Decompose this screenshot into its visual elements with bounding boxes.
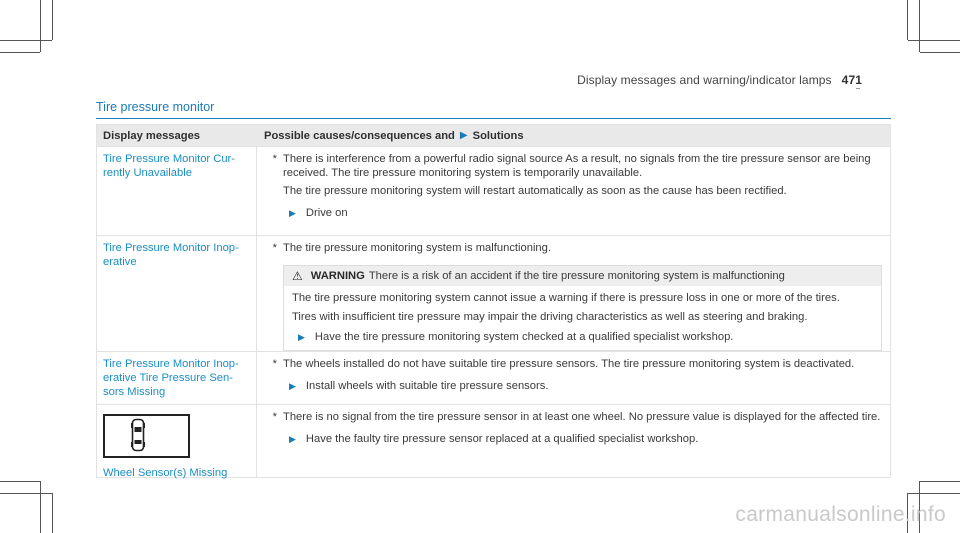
table-row — [97, 351, 890, 404]
play-triangle-icon: ▶ — [289, 381, 296, 391]
message-cell — [97, 405, 257, 477]
step-text: Install wheels with suitable tire pressure sensors. — [305, 380, 549, 392]
bullet-star: * — [272, 242, 277, 254]
play-triangle-icon: ▶ — [298, 332, 305, 342]
crop-mark — [908, 40, 960, 41]
play-triangle-icon: ▶ — [289, 208, 296, 218]
car-wheel — [131, 423, 133, 428]
col-header-messages: Display messages — [103, 130, 201, 142]
header-rule — [856, 88, 860, 89]
cause-bullet — [265, 410, 882, 424]
crop-mark — [0, 493, 52, 494]
section-title: Tire pressure monitor — [96, 100, 215, 114]
play-triangle-icon: ▶ — [289, 434, 296, 444]
running-header — [577, 73, 862, 87]
crop-mark — [52, 493, 53, 533]
step-text: Have the tire pressure monitoring system checked at a qualified specialist workshop. — [314, 331, 734, 343]
step-text: Drive on — [305, 207, 348, 219]
crop-mark — [920, 481, 960, 482]
play-triangle-icon: ▶ — [459, 129, 468, 141]
cause-bullet — [265, 357, 882, 371]
col-header-causes: Possible causes/consequences and — [264, 129, 455, 142]
solution-cell — [257, 352, 890, 404]
message-text: Tire Pressure Monitor Cur-rently Unavailable — [97, 147, 257, 235]
message-text: Tire Pressure Monitor Inop-erative — [97, 236, 257, 351]
crop-mark — [40, 0, 41, 52]
car-top-view-icon — [131, 418, 145, 452]
warning-headline: There is a risk of an accident if the tire pressure monitoring system is malfunctioning — [368, 270, 785, 282]
crop-mark — [52, 0, 53, 40]
bullet-star: * — [272, 411, 277, 423]
solution-step — [289, 206, 882, 220]
table-row — [97, 235, 890, 351]
sensor-display-icon — [103, 414, 190, 458]
crop-mark — [0, 481, 40, 482]
cause-text: The tire pressure monitoring system is malfunctioning. — [283, 242, 551, 254]
bullet-star: * — [272, 358, 277, 370]
bullet-star: * — [272, 153, 277, 165]
warning-paragraph: The tire pressure monitoring system cannot issue a warning if there is pressure loss in one or more of the tires. — [292, 292, 840, 304]
crop-mark — [0, 40, 52, 41]
warning-box — [283, 265, 882, 351]
warning-triangle-icon: ⚠ — [292, 269, 303, 283]
message-text: Tire Pressure Monitor Inop-erative Tire Pressure Sen-sors Missing — [97, 352, 257, 404]
crop-mark — [919, 0, 920, 52]
crop-mark — [908, 493, 960, 494]
step-text: Have the faulty tire pressure sensor replaced at a qualified specialist workshop. — [305, 433, 699, 445]
cause-text: There is interference from a powerful radio signal source As a result, no signals from the tire pressure sensor are being received. The tire pressure monitoring system is temporarily unavailable. — [283, 153, 871, 179]
messages-table — [96, 124, 891, 478]
cause-bullet — [265, 152, 882, 180]
col-header-solutions-label: Solutions — [472, 129, 524, 142]
crop-mark — [920, 52, 960, 53]
message-text: Wheel Sensor(s) Missing — [103, 467, 228, 479]
header-title: Display messages and warning/indicator lamps — [577, 73, 832, 87]
table-header — [97, 125, 890, 146]
warning-paragraph: Tires with insufficient tire pressure may impair the driving characteristics as well as steering and braking. — [292, 311, 808, 323]
solution-cell — [257, 236, 890, 351]
cause-bullet — [265, 241, 882, 255]
warning-body — [284, 286, 881, 350]
watermark: carmanualsonline.info — [735, 503, 946, 526]
col-header-solutions — [257, 125, 890, 146]
crop-mark — [40, 481, 41, 533]
cause-text: There is no signal from the tire pressure sensor in at least one wheel. No pressure value is displayed for the affected tire. — [283, 411, 881, 423]
solution-step — [289, 432, 882, 446]
car-windshield — [135, 427, 142, 432]
solution-step — [298, 330, 873, 344]
note-text: The tire pressure monitoring system will restart automatically as soon as the cause has been rectified. — [283, 185, 787, 197]
warning-label: WARNING — [310, 270, 365, 282]
warning-header — [284, 266, 881, 286]
crop-mark — [0, 52, 40, 53]
section-rule — [96, 118, 891, 119]
car-wheel — [131, 442, 133, 447]
table-row — [97, 146, 890, 235]
solution-cell — [257, 147, 890, 235]
car-wheel — [143, 442, 145, 447]
solution-cell — [257, 405, 890, 477]
crop-mark — [907, 0, 908, 40]
cause-text: The wheels installed do not have suitable tire pressure sensors. The tire pressure monitoring system is deactivated. — [283, 358, 855, 370]
car-wheel — [143, 423, 145, 428]
car-body — [133, 420, 144, 451]
solution-step — [289, 379, 882, 393]
table-row — [97, 404, 890, 477]
car-rear-window — [135, 440, 142, 444]
page-number: 471 — [841, 73, 862, 87]
